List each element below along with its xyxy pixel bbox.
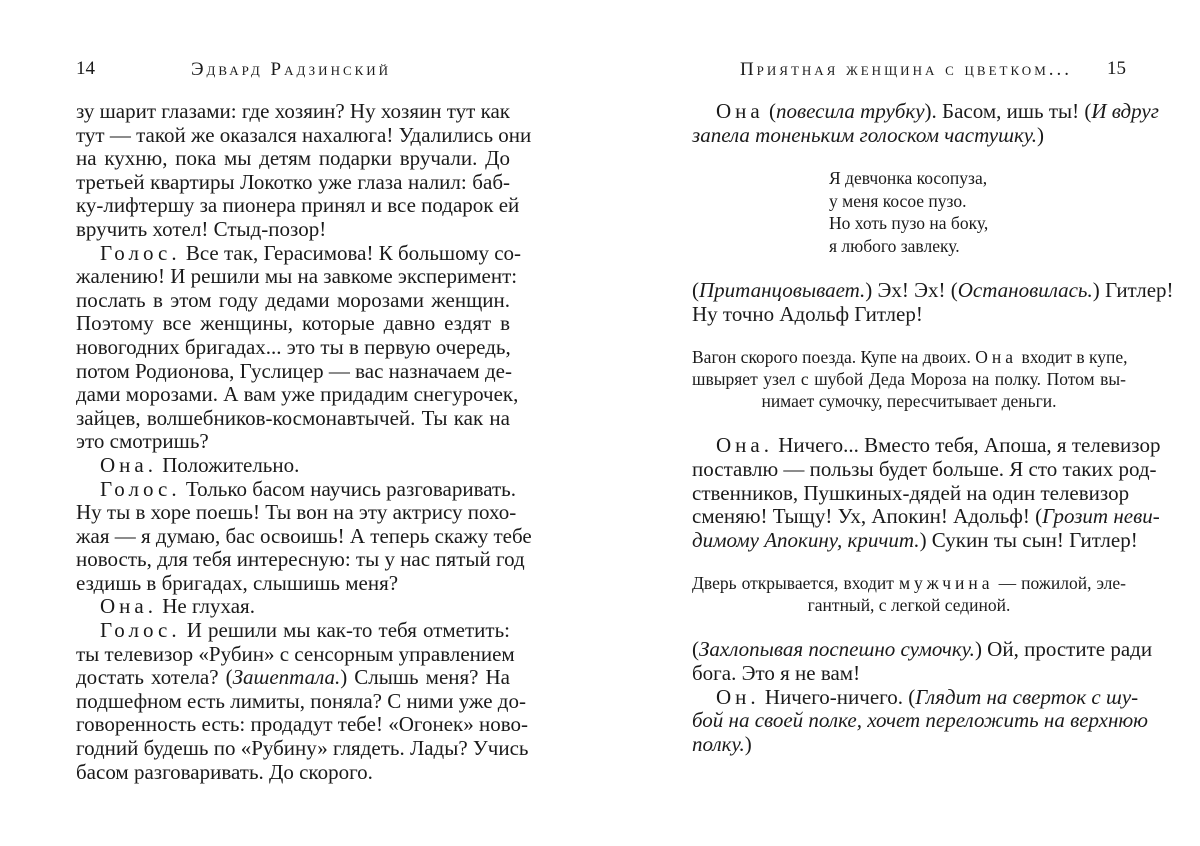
spacer (692, 552, 1126, 572)
stage-line: Дверь открывается, входит мужчина — пожилой, эле- (692, 573, 1126, 594)
text-line: третьей квартиры Локотко уже глаза налил: баб- (76, 169, 510, 194)
text-line: зайцев, волшебников-космонавтычей. Ты как на (76, 405, 510, 430)
verse-line: Но хоть пузо на боку, (829, 213, 989, 234)
text-line: вручить хотел! Стыд-позор! (76, 216, 327, 241)
speaker-name: Она. (716, 433, 773, 458)
text-line: говоренность есть: продадут тебе! «Огонек» ново- (76, 712, 529, 737)
chapter-title: Приятная женщина с цветком... (739, 59, 1072, 80)
speaker-name: Голос. (100, 240, 181, 265)
text-line: бой на своей полке, хочет переложить на верхнюю (692, 708, 1148, 733)
text-line: Поэтому все женщины, которые давно ездят в (76, 311, 510, 336)
text-line: (Пританцовывает.) Эх! Эх! (Остановилась.) Гитлер! (692, 278, 1174, 303)
stage-line: гантный, с легкой сединой. (807, 595, 1011, 616)
text-line: жалению! И решили мы на завкоме эксперимент: (76, 264, 518, 289)
right-page (692, 0, 1174, 846)
spacer (692, 412, 1126, 434)
spacer (692, 147, 1126, 167)
verse-line: Я девчонка косопуза, (829, 168, 988, 189)
dialogue-line: Она (повесила трубку). Басом, ишь ты! (И вдруг (716, 99, 1159, 123)
text-line: басом разговаривать. До скорого. (76, 759, 373, 784)
running-head-right (692, 58, 1126, 80)
text-line: послать в этом году дедами морозами женщин. (76, 287, 510, 312)
verse-block (692, 167, 1126, 257)
speaker-name: Голос. (100, 618, 181, 643)
speaker-name: Он. (716, 684, 760, 709)
spacer (692, 257, 1126, 279)
stage-direction-block (692, 346, 1126, 412)
text-line: тут — такой же оказался нахалюга! Удалились они (76, 122, 532, 147)
page-number: 15 (1107, 58, 1126, 79)
text-line: ездишь в бригадах, слышишь меня? (76, 570, 399, 595)
dialogue-line: Она. Положительно. (100, 452, 300, 477)
text-line: Ну ты в хоре поешь! Ты вон на эту актрису похо- (76, 500, 517, 525)
text-line: это смотришь? (76, 429, 209, 454)
spacer (692, 326, 1126, 346)
stage-direction-block (692, 572, 1126, 616)
speaker-name: Она. (100, 594, 157, 619)
text-line: достать хотела? (Зашептала.) Слышь меня? На (76, 665, 510, 690)
dialogue-line: Голос. Только басом научись разговаривать. (100, 476, 516, 501)
dialogue-line: Голос. Все так, Герасимова! К большому со- (100, 240, 522, 265)
dialogue-line: Он. Ничего-ничего. (Глядит на сверток с шу- (716, 684, 1139, 709)
running-head-left (76, 58, 510, 80)
speaker-name: Она (716, 99, 764, 123)
stage-direction: Зашептала. (232, 665, 341, 690)
text-line: жая — я думаю, бас освоишь! А теперь скажу тебе (76, 523, 532, 548)
speaker-name: Голос. (100, 476, 181, 501)
text-line: годний будешь по «Рубину» глядеть. Лады? Учись (76, 736, 529, 761)
speaker-name: Она. (100, 452, 157, 477)
left-page (76, 0, 532, 846)
text-line: запела тоненьким голоском частушку.) (692, 122, 1045, 147)
stage-line: Вагон скорого поезда. Купе на двоих. Она входит в купе, (692, 347, 1128, 368)
verse-line: у меня косое пузо. (829, 190, 967, 211)
stage-line: нимает сумочку, пересчитывает деньги. (761, 391, 1057, 412)
text-line: новость, для тебя интересную: ты у нас пятый год (76, 547, 525, 572)
text-line: ственников, Пушкиных-дядей на один телевизор (692, 480, 1130, 505)
text-line: дами морозами. А вам уже придадим снегурочек, (76, 382, 519, 407)
text-line: подшефном есть лимиты, поняла? С ними уже до- (76, 688, 526, 713)
text-line: на кухню, пока мы детям подарки вручали. До (76, 146, 510, 171)
text-line: новогодних бригадах... это ты в первую очередь, (76, 334, 511, 359)
dialogue-line: Она. Ничего... Вместо тебя, Апоша, я телевизор (716, 433, 1161, 458)
text-line: потом Родионова, Гуслицер — вас назначаем де- (76, 358, 512, 383)
page-body (692, 99, 1174, 756)
spacer (692, 616, 1126, 638)
text-line: поставлю — пользы будет больше. Я сто таких род- (692, 456, 1157, 481)
text-line: бога. Это я не вам! (692, 660, 861, 685)
page-number: 14 (76, 58, 95, 79)
text-line: ты телевизор «Рубин» с сенсорным управлением (76, 641, 515, 666)
verse-line: я любого завлеку. (829, 235, 960, 256)
dialogue-line: Голос. И решили мы как-то тебя отметить: (100, 618, 510, 643)
text-line: сменяю! Тыщу! Ух, Апокин! Адольф! (Грозит неви- (692, 504, 1160, 529)
text-line: зу шарит глазами: где хозяин? Ну хозяин тут как (76, 99, 510, 123)
text-line: Ну точно Адольф Гитлер! (692, 301, 923, 326)
dialogue-line: Она. Не глухая. (100, 594, 255, 619)
stage-line: швыряет узел с шубой Деда Мороза на полку. Потом вы- (692, 369, 1126, 390)
text-line: (Захлопывая поспешно сумочку.) Ой, простите ради (692, 637, 1153, 662)
text-line: ку-лифтершу за пионера принял и все подарок ей (76, 193, 520, 218)
text-line: полку.) (692, 731, 752, 756)
author-name: Эдвард Радзинский (191, 59, 392, 80)
text-line: димому Апокину, кричит.) Сукин ты сын! Гитлер! (692, 527, 1138, 552)
page-body (76, 99, 532, 784)
